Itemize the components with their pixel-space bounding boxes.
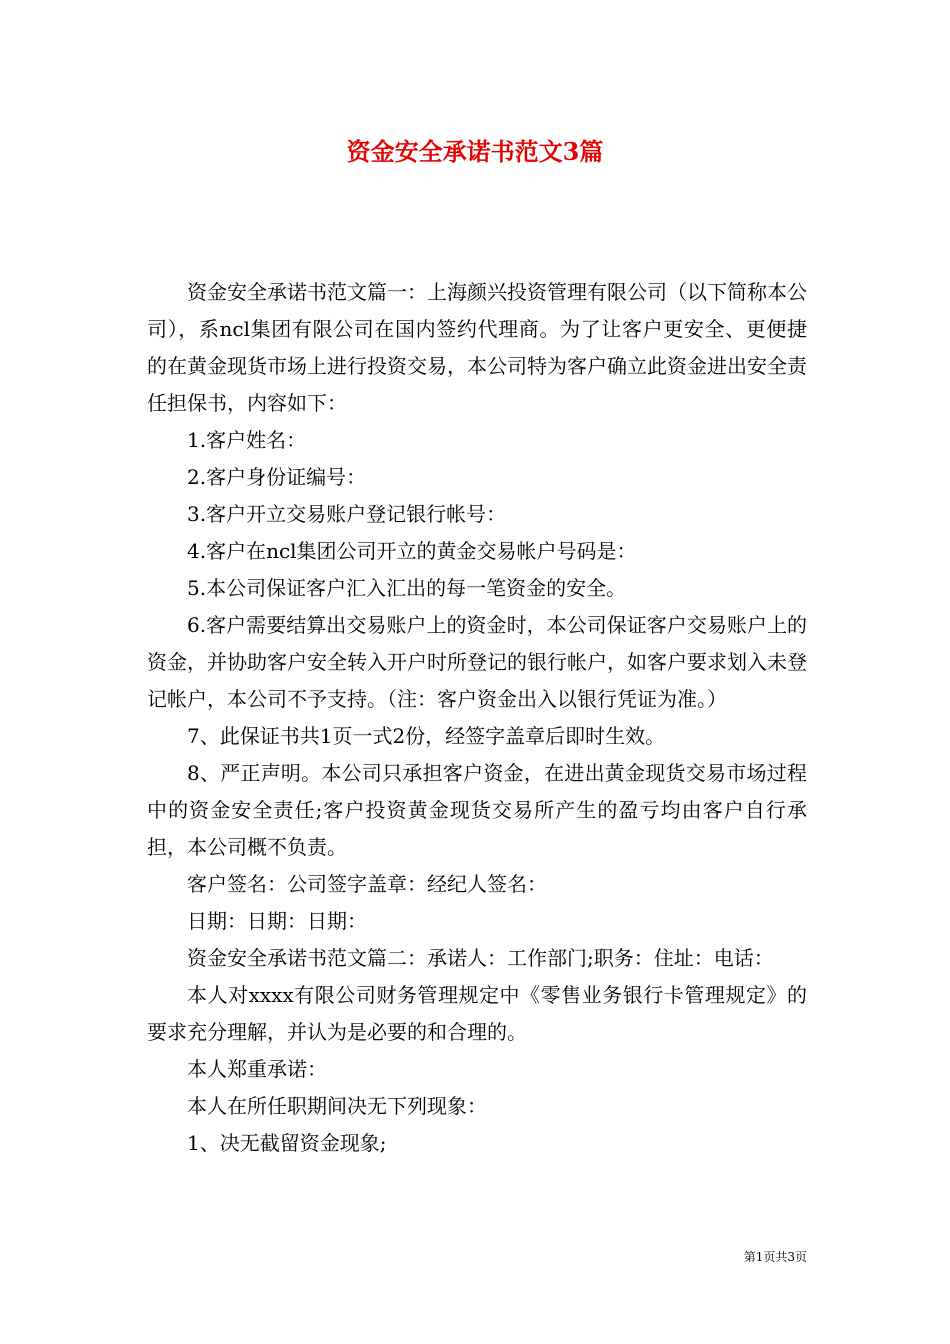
paragraph-during-tenure: 本人在所任职期间决无下列现象： bbox=[187, 1094, 487, 1118]
paragraph-item-5: 5.本公司保证客户汇入汇出的每一笔资金的安全。 bbox=[187, 576, 627, 600]
paragraph-item-8: 8、严正声明。本公司只承担客户资金，在进出黄金现货交易市场过程中的资金安全责任;客户投资黄金现货交易所产生的盈亏均由客户自行承担，本公司概不负责。 bbox=[147, 761, 807, 859]
document-title: 资金安全承诺书范文3篇 bbox=[346, 137, 604, 166]
paragraph-item-6: 6.客户需要结算出交易账户上的资金时，本公司保证客户交易账户上的资金，并协助客户安全转入开户时所登记的银行帐户，如客户要求划入未登记帐户，本公司不予支持。（注：客户资金出入以银行凭证为准。） bbox=[147, 613, 807, 711]
paragraph-signatures: 客户签名：公司签字盖章：经纪人签名： bbox=[187, 872, 547, 896]
document-body bbox=[147, 274, 807, 1162]
paragraph-understanding: 本人对xxxx有限公司财务管理规定中《零售业务银行卡管理规定》的要求充分理解，并认为是必要的和合理的。 bbox=[147, 983, 807, 1044]
paragraph-item-4: 4.客户在ncl集团公司开立的黄金交易帐户号码是： bbox=[187, 539, 637, 563]
paragraph-dates: 日期：日期：日期： bbox=[187, 909, 367, 933]
paragraph-intro: 资金安全承诺书范文篇一：上海颜兴投资管理有限公司（以下简称本公司），系ncl集团有限公司在国内签约代理商。为了让客户更安全、更便捷的在黄金现货市场上进行投资交易，本公司特为客户确立此资金进出安全责任担保书，内容如下： bbox=[147, 280, 807, 415]
paragraph-promise-1: 1、决无截留资金现象; bbox=[187, 1131, 387, 1155]
paragraph-item-7: 7、此保证书共1页一式2份，经签字盖章后即时生效。 bbox=[187, 724, 666, 748]
paragraph-item-1: 1.客户姓名： bbox=[187, 428, 307, 452]
paragraph-solemn-promise: 本人郑重承诺： bbox=[187, 1057, 327, 1081]
paragraph-item-3: 3.客户开立交易账户登记银行帐号： bbox=[187, 502, 507, 526]
paragraph-item-2: 2.客户身份证编号： bbox=[187, 465, 367, 489]
paragraph-part-two-header: 资金安全承诺书范文篇二：承诺人：工作部门;职务：住址：电话： bbox=[187, 946, 774, 970]
page-number: 第1页共3页 bbox=[743, 1250, 807, 1264]
